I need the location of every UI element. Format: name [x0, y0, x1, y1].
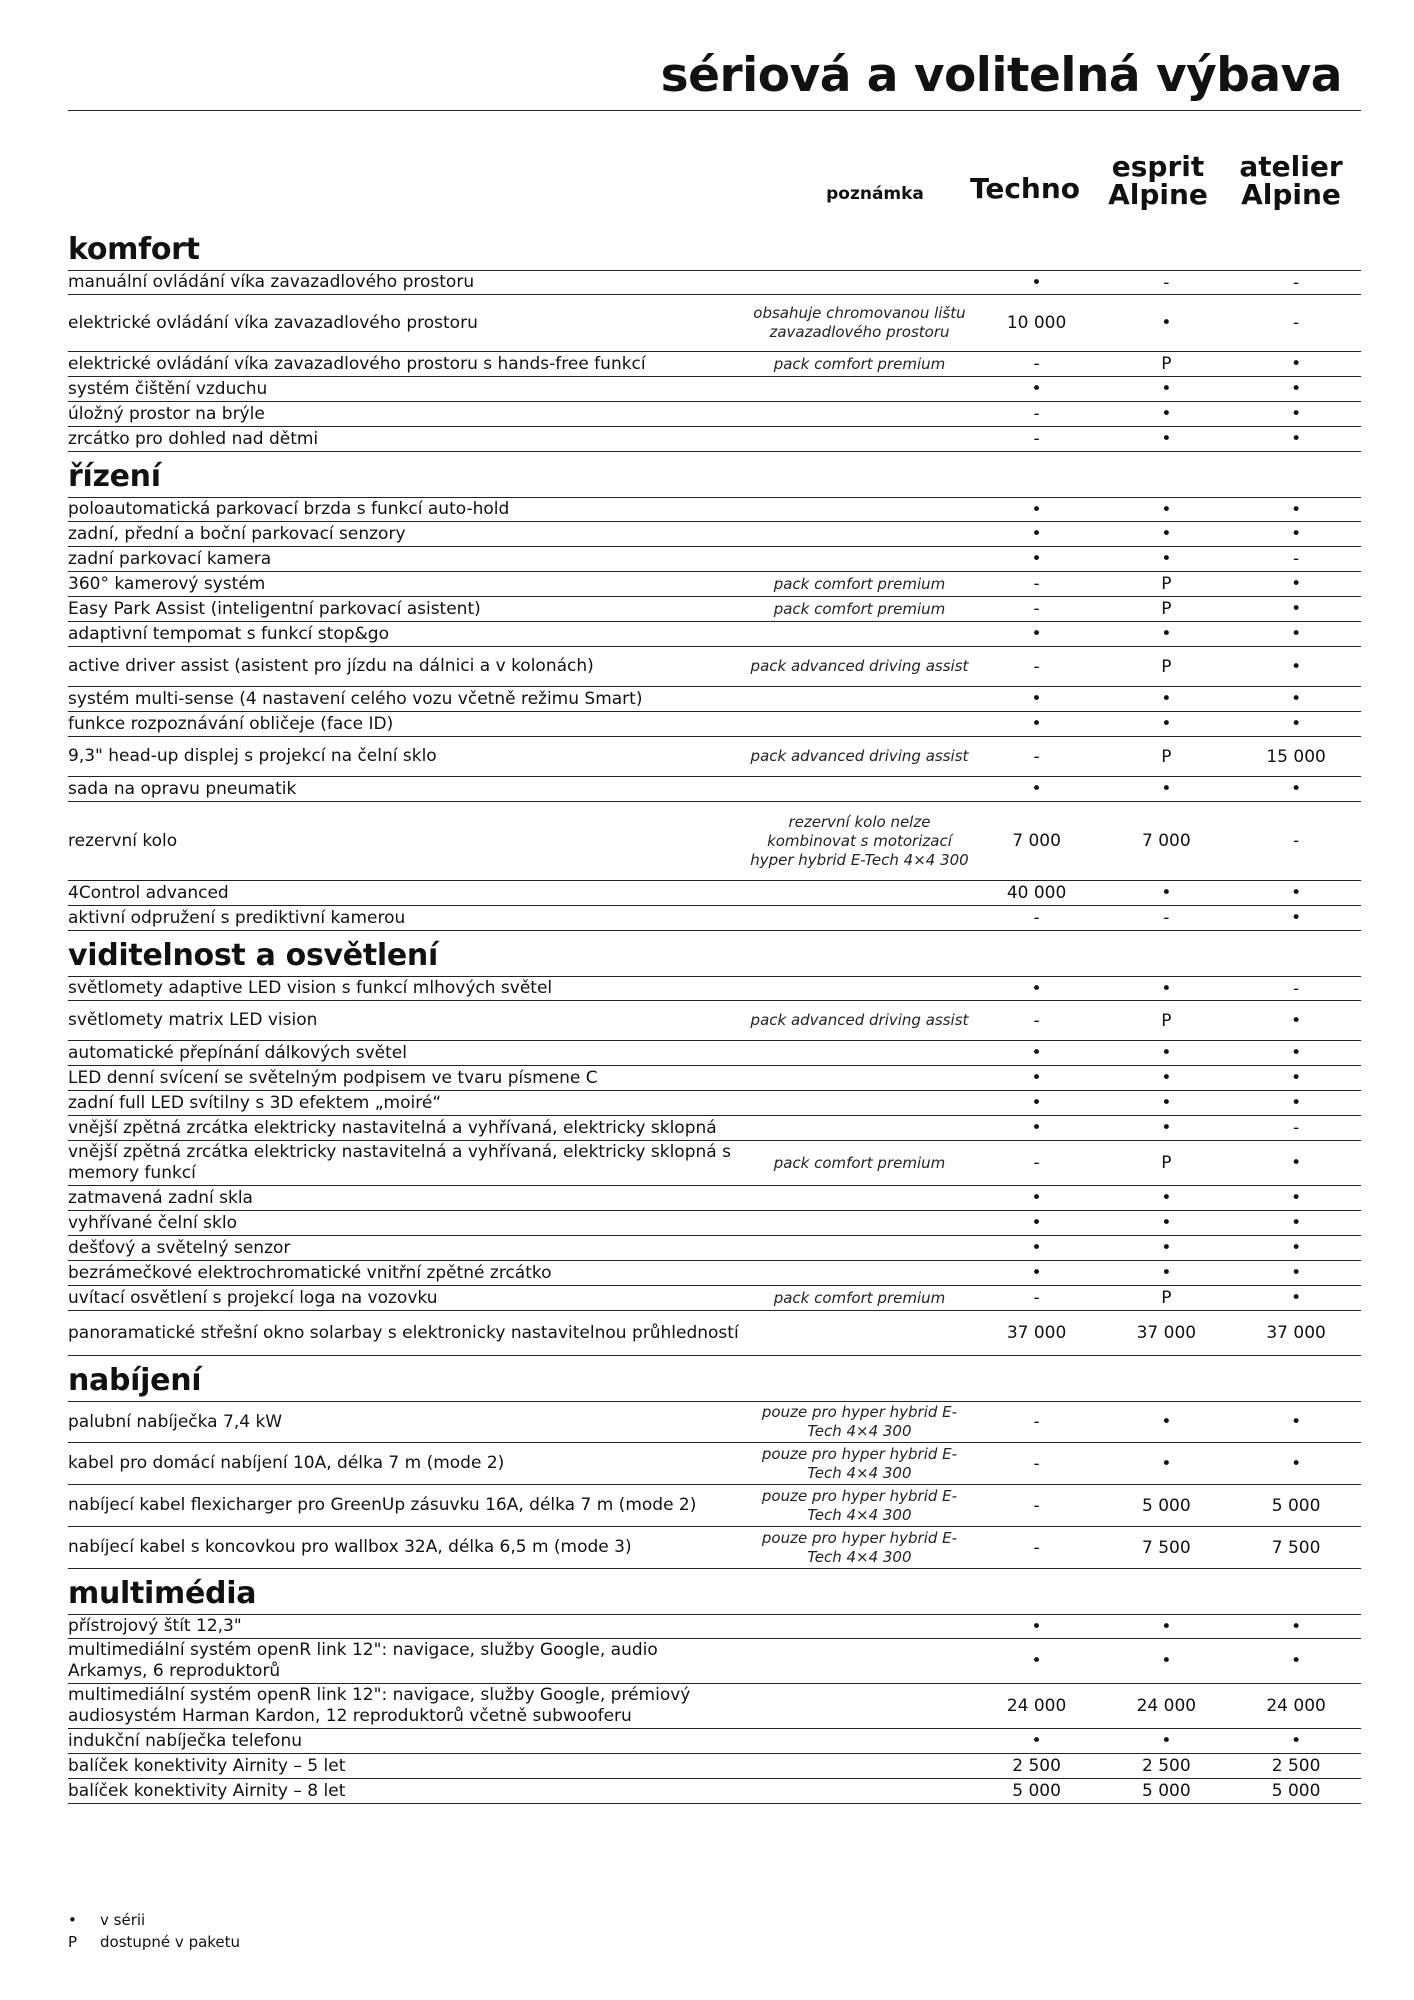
atelier-value: • — [1291, 624, 1302, 644]
table-row — [68, 1186, 1361, 1211]
esprit-value: • — [1161, 379, 1172, 399]
page-title: sériová a volitelná výbava — [660, 48, 1342, 103]
feature-label: přístrojový štít 12,3" — [68, 1616, 242, 1636]
esprit-value: • — [1161, 1043, 1172, 1063]
esprit-value: P — [1161, 354, 1172, 374]
esprit-value: • — [1161, 1238, 1172, 1258]
table-row — [68, 270, 1361, 295]
table-row — [68, 1311, 1361, 1356]
column-header-note: poznámka — [826, 184, 924, 204]
table-row — [68, 1614, 1361, 1639]
legend-symbol: P — [68, 1933, 78, 1951]
esprit-value: • — [1161, 313, 1172, 333]
section-title: viditelnost a osvětlení — [68, 938, 438, 973]
table-row — [68, 1443, 1361, 1485]
atelier-value: • — [1291, 574, 1302, 594]
esprit-value: • — [1161, 1412, 1172, 1432]
techno-value: • — [1031, 779, 1042, 799]
table-row — [68, 1261, 1361, 1286]
techno-value: • — [1031, 1263, 1042, 1283]
table-row — [68, 1091, 1361, 1116]
atelier-value: • — [1291, 1043, 1302, 1063]
feature-label: uvítací osvětlení s projekcí loga na vozovku — [68, 1287, 438, 1308]
atelier-value: • — [1291, 1651, 1302, 1671]
column-header-atelier-line2: Alpine — [1241, 178, 1341, 211]
techno-value: • — [1031, 1616, 1042, 1637]
esprit-value: - — [1163, 272, 1170, 293]
table-row — [68, 777, 1361, 802]
atelier-value: • — [1291, 1412, 1302, 1432]
table-row — [68, 352, 1361, 377]
esprit-value: 7 000 — [1142, 831, 1191, 851]
table-row — [68, 1141, 1361, 1186]
legend-item — [68, 1909, 240, 1931]
feature-label: nabíjecí kabel s koncovkou pro wallbox 32A, délka 6,5 m (mode 3) — [68, 1537, 632, 1557]
atelier-value: - — [1293, 313, 1300, 333]
feature-label: aktivní odpružení s prediktivní kamerou — [68, 907, 406, 928]
feature-label: zadní parkovací kamera — [68, 548, 272, 569]
esprit-value: • — [1161, 524, 1172, 544]
feature-label: panoramatické střešní okno solarbay s elektronicky nastavitelnou průhledností — [68, 1322, 739, 1343]
techno-value: • — [1031, 624, 1042, 644]
esprit-value: 24 000 — [1136, 1696, 1197, 1716]
atelier-value: • — [1291, 499, 1302, 520]
esprit-value: - — [1163, 908, 1170, 928]
atelier-value: • — [1291, 354, 1302, 374]
feature-label: multimediální systém openR link 12": navigace, služby Google, prémiový audiosystém Harman Kardon, 12 reproduktorů včetně subwooferu — [68, 1685, 691, 1726]
atelier-value: • — [1291, 714, 1302, 734]
atelier-value: • — [1291, 1093, 1302, 1113]
legend-item — [68, 1931, 240, 1953]
techno-value: - — [1033, 1010, 1040, 1031]
section-title: komfort — [68, 232, 200, 267]
feature-note: pack comfort premium — [773, 599, 946, 618]
esprit-value: • — [1161, 429, 1172, 449]
feature-note: pouze pro hyper hybrid E-Tech 4×4 300 — [761, 1528, 958, 1566]
feature-label: systém čištění vzduchu — [68, 378, 268, 399]
feature-label: zatmavená zadní skla — [68, 1187, 253, 1208]
techno-value: - — [1033, 354, 1040, 374]
techno-value: 37 000 — [1006, 1323, 1067, 1343]
techno-value: 5 000 — [1012, 1781, 1061, 1801]
techno-value: • — [1031, 714, 1042, 734]
techno-value: - — [1033, 1537, 1040, 1558]
column-header-atelier-line1: atelier — [1239, 150, 1343, 183]
table-row — [68, 622, 1361, 647]
table-row — [68, 906, 1361, 931]
feature-note: pack comfort premium — [773, 1153, 946, 1172]
esprit-value: P — [1161, 746, 1172, 767]
atelier-value: • — [1291, 524, 1302, 544]
table-row — [68, 1639, 1361, 1684]
techno-value: • — [1031, 1188, 1042, 1208]
feature-label: zrcátko pro dohled nad dětmi — [68, 428, 319, 449]
atelier-value: • — [1291, 1263, 1302, 1283]
esprit-value: • — [1161, 404, 1172, 424]
techno-value: 2 500 — [1012, 1756, 1061, 1776]
atelier-value: - — [1293, 272, 1300, 293]
table-row — [68, 1211, 1361, 1236]
esprit-value: • — [1161, 1118, 1172, 1138]
atelier-value: • — [1291, 599, 1302, 619]
table-row — [68, 1066, 1361, 1091]
feature-label: bezrámečkové elektrochromatické vnitřní zpětné zrcátko — [68, 1262, 552, 1283]
feature-label: elektrické ovládání víka zavazadlového prostoru — [68, 312, 478, 333]
table-row — [68, 427, 1361, 452]
atelier-value: • — [1291, 1153, 1302, 1173]
feature-label: poloautomatická parkovací brzda s funkcí auto-hold — [68, 499, 510, 519]
atelier-value: • — [1291, 1068, 1302, 1088]
feature-label: 4Control advanced — [68, 882, 229, 903]
esprit-value: • — [1161, 1213, 1172, 1233]
esprit-value: P — [1161, 1288, 1172, 1308]
techno-value: • — [1031, 499, 1042, 520]
esprit-value: 2 500 — [1142, 1756, 1191, 1776]
feature-label: rezervní kolo — [68, 830, 178, 851]
techno-value: • — [1031, 1118, 1042, 1138]
table-row — [68, 1779, 1361, 1804]
feature-label: manuální ovládání víka zavazadlového prostoru — [68, 272, 475, 292]
feature-note: pack comfort premium — [773, 354, 946, 373]
feature-note: pack comfort premium — [773, 1288, 946, 1307]
esprit-value: P — [1161, 656, 1172, 677]
atelier-value: • — [1291, 883, 1302, 903]
atelier-value: 7 500 — [1271, 1537, 1321, 1558]
table-row — [68, 1286, 1361, 1311]
esprit-value: • — [1161, 549, 1172, 569]
table-row — [68, 597, 1361, 622]
esprit-value: • — [1161, 1188, 1172, 1208]
column-header-esprit-alpine — [1088, 150, 1228, 211]
atelier-value: - — [1293, 831, 1300, 851]
feature-note: pouze pro hyper hybrid E-Tech 4×4 300 — [761, 1444, 958, 1482]
esprit-value: • — [1161, 779, 1172, 799]
feature-label: automatické přepínání dálkových světel — [68, 1042, 407, 1063]
atelier-value: • — [1291, 1731, 1302, 1751]
atelier-value: • — [1291, 1288, 1302, 1308]
esprit-value: • — [1161, 624, 1172, 644]
esprit-value: • — [1161, 689, 1172, 709]
atelier-value: • — [1291, 908, 1302, 928]
techno-value: - — [1033, 908, 1040, 928]
table-row — [68, 712, 1361, 737]
table-row — [68, 1401, 1361, 1443]
feature-label: Easy Park Assist (inteligentní parkovací asistent) — [68, 598, 481, 619]
techno-value: • — [1031, 1213, 1042, 1233]
table-row — [68, 1527, 1361, 1569]
table-row — [68, 1116, 1361, 1141]
techno-value: • — [1031, 272, 1042, 293]
techno-value: - — [1033, 1453, 1040, 1474]
table-row — [68, 1001, 1361, 1041]
techno-value: • — [1031, 1238, 1042, 1258]
techno-value: - — [1033, 1412, 1040, 1432]
techno-value: - — [1033, 1153, 1040, 1173]
esprit-value: 37 000 — [1136, 1323, 1197, 1343]
table-row — [68, 687, 1361, 712]
table-row — [68, 1236, 1361, 1261]
column-header-techno: Techno — [969, 172, 1081, 205]
column-header-atelier-alpine — [1221, 150, 1361, 211]
esprit-value: • — [1161, 1651, 1172, 1671]
atelier-value: • — [1291, 1010, 1302, 1031]
atelier-value: - — [1293, 978, 1300, 999]
esprit-value: • — [1161, 1731, 1172, 1751]
feature-note: pack advanced driving assist — [750, 747, 969, 765]
techno-value: • — [1031, 524, 1042, 544]
feature-label: vnější zpětná zrcátka elektricky nastavitelná a vyhřívaná, elektricky sklopná — [68, 1117, 717, 1138]
techno-value: - — [1033, 404, 1040, 424]
atelier-value: • — [1291, 1453, 1302, 1474]
feature-label: active driver assist (asistent pro jízdu na dálnici a v kolonách) — [68, 656, 594, 676]
esprit-value: • — [1161, 499, 1172, 520]
atelier-value: - — [1293, 1118, 1300, 1138]
esprit-value: • — [1161, 883, 1172, 903]
feature-label: vnější zpětná zrcátka elektricky nastavitelná a vyhřívaná, elektricky sklopná s memory funkcí — [68, 1142, 731, 1183]
feature-label: 360° kamerový systém — [68, 573, 266, 594]
legend — [68, 1909, 240, 1953]
feature-label: zadní, přední a boční parkovací senzory — [68, 523, 406, 544]
techno-value: • — [1031, 379, 1042, 399]
esprit-value: • — [1161, 1263, 1172, 1283]
feature-label: systém multi-sense (4 nastavení celého vozu včetně režimu Smart) — [68, 688, 643, 709]
feature-note: pouze pro hyper hybrid E-Tech 4×4 300 — [761, 1403, 958, 1440]
legend-symbol: • — [68, 1911, 77, 1929]
feature-label: balíček konektivity Airnity – 8 let — [68, 1780, 346, 1801]
atelier-value: • — [1291, 429, 1302, 449]
title-divider — [68, 110, 1361, 111]
esprit-value: • — [1161, 978, 1172, 999]
feature-label: multimediální systém openR link 12": navigace, služby Google, audio Arkamys, 6 reproduktorů — [68, 1640, 658, 1681]
feature-note: pack advanced driving assist — [750, 657, 969, 675]
feature-label: funkce rozpoznávání obličeje (face ID) — [68, 713, 394, 734]
feature-label: sada na opravu pneumatik — [68, 778, 297, 799]
atelier-value: 2 500 — [1271, 1756, 1321, 1776]
atelier-value: 24 000 — [1266, 1696, 1326, 1716]
feature-label: kabel pro domácí nabíjení 10A, délka 7 m (mode 2) — [68, 1453, 505, 1473]
techno-value: 40 000 — [1006, 883, 1067, 903]
table-row — [68, 881, 1361, 906]
feature-label: balíček konektivity Airnity – 5 let — [68, 1755, 346, 1776]
table-row — [68, 1041, 1361, 1066]
table-row — [68, 295, 1361, 352]
table-row — [68, 497, 1361, 522]
esprit-value: 7 500 — [1142, 1537, 1191, 1558]
feature-label: světlomety matrix LED vision — [68, 1010, 318, 1030]
atelier-value: • — [1291, 379, 1302, 399]
table-row — [68, 522, 1361, 547]
techno-value: 7 000 — [1012, 831, 1061, 851]
techno-value: • — [1031, 1043, 1042, 1063]
atelier-value: 5 000 — [1271, 1781, 1321, 1801]
feature-label: LED denní svícení se světelným podpisem ve tvaru písmene C — [68, 1067, 598, 1088]
table-row — [68, 802, 1361, 881]
table-row — [68, 377, 1361, 402]
esprit-value: P — [1161, 574, 1172, 594]
section-title: multimédia — [68, 1576, 257, 1611]
feature-label: elektrické ovládání víka zavazadlového prostoru s hands-free funkcí — [68, 353, 646, 374]
techno-value: • — [1031, 549, 1042, 569]
techno-value: - — [1033, 1495, 1040, 1516]
atelier-value: • — [1291, 689, 1302, 709]
feature-note: pack advanced driving assist — [750, 1011, 969, 1029]
table-row — [68, 402, 1361, 427]
feature-label: dešťový a světelný senzor — [68, 1237, 291, 1258]
techno-value: • — [1031, 689, 1042, 709]
esprit-value: • — [1161, 1616, 1172, 1637]
feature-note: rezervní kolo nelze kombinovat s motorizací hyper hybrid E-Tech 4×4 300 — [750, 812, 969, 869]
techno-value: - — [1033, 656, 1040, 677]
atelier-value: • — [1291, 1213, 1302, 1233]
feature-label: úložný prostor na brýle — [68, 403, 265, 424]
legend-text: dostupné v paketu — [100, 1933, 241, 1951]
feature-label: adaptivní tempomat s funkcí stop&go — [68, 623, 389, 644]
table-row — [68, 572, 1361, 597]
atelier-value: 5 000 — [1271, 1495, 1321, 1516]
table-row — [68, 1684, 1361, 1729]
table-row — [68, 1729, 1361, 1754]
feature-note: pouze pro hyper hybrid E-Tech 4×4 300 — [761, 1486, 958, 1524]
atelier-value: • — [1291, 404, 1302, 424]
techno-value: - — [1033, 1288, 1040, 1308]
atelier-value: - — [1293, 549, 1300, 569]
table-row — [68, 647, 1361, 687]
column-header-esprit-line2: Alpine — [1108, 178, 1208, 211]
techno-value: • — [1031, 978, 1042, 999]
feature-label: vyhřívané čelní sklo — [68, 1212, 237, 1233]
techno-value: • — [1031, 1651, 1042, 1671]
esprit-value: • — [1161, 714, 1172, 734]
techno-value: - — [1033, 429, 1040, 449]
table-row — [68, 1754, 1361, 1779]
feature-note: obsahuje chromovanou lištu zavazadlového prostoru — [753, 304, 966, 341]
table-row — [68, 1485, 1361, 1527]
esprit-value: P — [1161, 1153, 1172, 1173]
atelier-value: 37 000 — [1266, 1323, 1326, 1343]
feature-note: pack comfort premium — [773, 574, 946, 593]
feature-label: 9,3" head-up displej s projekcí na čelní sklo — [68, 746, 437, 766]
section-title: nabíjení — [68, 1363, 202, 1398]
column-header-esprit-line1: esprit — [1111, 150, 1205, 183]
esprit-value: • — [1161, 1093, 1172, 1113]
atelier-value: • — [1291, 779, 1302, 799]
esprit-value: P — [1161, 599, 1172, 619]
feature-label: nabíjecí kabel flexicharger pro GreenUp zásuvku 16A, délka 7 m (mode 2) — [68, 1495, 697, 1515]
atelier-value: • — [1291, 1238, 1302, 1258]
techno-value: - — [1033, 599, 1040, 619]
feature-label: palubní nabíječka 7,4 kW — [68, 1411, 283, 1432]
esprit-value: • — [1161, 1068, 1172, 1088]
techno-value: - — [1033, 574, 1040, 594]
atelier-value: • — [1291, 656, 1302, 677]
techno-value: - — [1033, 746, 1040, 767]
esprit-value: 5 000 — [1142, 1495, 1191, 1516]
equipment-table — [68, 225, 1361, 1804]
techno-value: • — [1031, 1731, 1042, 1751]
esprit-value: • — [1161, 1453, 1172, 1474]
techno-value: 24 000 — [1006, 1696, 1067, 1716]
techno-value: 10 000 — [1006, 313, 1067, 333]
table-row — [68, 547, 1361, 572]
techno-value: • — [1031, 1068, 1042, 1088]
atelier-value: 15 000 — [1266, 746, 1326, 767]
feature-label: zadní full LED svítilny s 3D efektem „moiré“ — [68, 1092, 442, 1113]
table-row — [68, 737, 1361, 777]
legend-text: v sérii — [100, 1911, 146, 1929]
esprit-value: P — [1161, 1010, 1172, 1031]
table-row — [68, 976, 1361, 1001]
section-title: řízení — [68, 459, 161, 494]
techno-value: • — [1031, 1093, 1042, 1113]
feature-label: indukční nabíječka telefonu — [68, 1730, 302, 1751]
atelier-value: • — [1291, 1616, 1302, 1637]
feature-label: světlomety adaptive LED vision s funkcí mlhových světel — [68, 978, 553, 998]
atelier-value: • — [1291, 1188, 1302, 1208]
esprit-value: 5 000 — [1142, 1781, 1191, 1801]
